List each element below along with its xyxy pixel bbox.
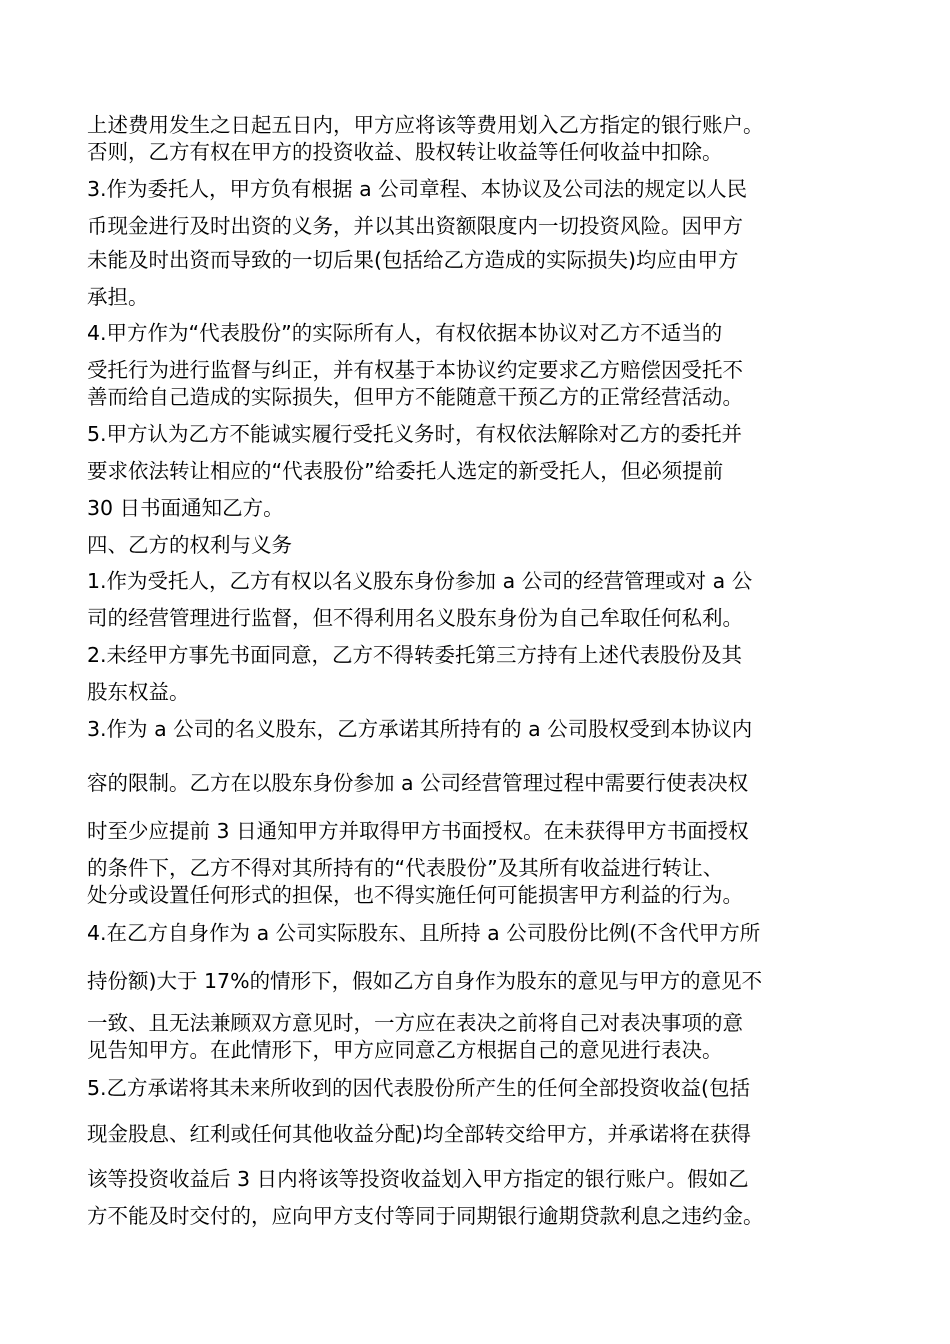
text-line: 3.作为委托人，甲方负有根据 a 公司章程、本协议及公司法的规定以人民 — [87, 177, 748, 201]
text-line: 承担。 — [87, 285, 149, 309]
text-line: 四、乙方的权利与义务 — [87, 533, 292, 557]
text-line: 4.在乙方自身作为 a 公司实际股东、且所持 a 公司股份比例(不含代甲方所 — [87, 921, 761, 945]
text-line: 5.甲方认为乙方不能诚实履行受托义务时，有权依法解除对乙方的委托并 — [87, 422, 743, 446]
text-line: 30 日书面通知乙方。 — [87, 496, 284, 520]
text-line: 股东权益。 — [87, 680, 190, 704]
text-line: 一致、且无法兼顾双方意见时，一方应在表决之前将自己对表决事项的意 — [87, 1011, 743, 1035]
text-line: 币现金进行及时出资的义务，并以其出资额限度内一切投资风险。因甲方 — [87, 214, 743, 238]
text-line: 该等投资收益后 3 日内将该等投资收益划入甲方指定的银行账户。假如乙 — [87, 1167, 749, 1191]
text-line: 上述费用发生之日起五日内，甲方应将该等费用划入乙方指定的银行账户。 — [87, 113, 764, 137]
text-line: 3.作为 a 公司的名义股东，乙方承诺其所持有的 a 公司股权受到本协议内 — [87, 717, 753, 741]
text-line: 现金股息、红利或任何其他收益分配)均全部转交给甲方，并承诺将在获得 — [87, 1122, 751, 1146]
text-line: 时至少应提前 3 日通知甲方并取得甲方书面授权。在未获得甲方书面授权 — [87, 819, 749, 843]
document-page — [87, 0, 869, 1344]
text-line: 未能及时出资而导致的一切后果(包括给乙方造成的实际损失)均应由甲方 — [87, 248, 739, 272]
text-line: 1.作为受托人，乙方有权以名义股东身份参加 a 公司的经营管理或对 a 公 — [87, 569, 753, 593]
text-line: 否则，乙方有权在甲方的投资收益、股权转让收益等任何收益中扣除。 — [87, 140, 723, 164]
text-line: 善而给自己造成的实际损失，但甲方不能随意干预乙方的正常经营活动。 — [87, 385, 743, 409]
text-line: 4.甲方作为“代表股份”的实际所有人，有权依据本协议对乙方不适当的 — [87, 321, 723, 345]
text-line: 持份额)大于 17%的情形下，假如乙方自身作为股东的意见与甲方的意见不 — [87, 969, 763, 993]
text-line: 5.乙方承诺将其未来所收到的因代表股份所产生的任何全部投资收益(包括 — [87, 1076, 751, 1100]
text-line: 处分或设置任何形式的担保，也不得实施任何可能损害甲方利益的行为。 — [87, 883, 743, 907]
text-line: 要求依法转让相应的“代表股份”给委托人选定的新受托人，但必须提前 — [87, 459, 724, 483]
text-line: 的条件下，乙方不得对其所持有的“代表股份”及其所有收益进行转让、 — [87, 856, 724, 880]
text-line: 受托行为进行监督与纠正，并有权基于本协议约定要求乙方赔偿因受托不 — [87, 358, 743, 382]
text-line: 司的经营管理进行监督，但不得利用名义股东身份为自己牟取任何私利。 — [87, 606, 743, 630]
text-line: 容的限制。乙方在以股东身份参加 a 公司经营管理过程中需要行使表决权 — [87, 771, 749, 795]
text-line: 方不能及时交付的，应向甲方支付等同于同期银行逾期贷款利息之违约金。 — [87, 1204, 764, 1228]
text-line: 见告知甲方。在此情形下，甲方应同意乙方根据自己的意见进行表决。 — [87, 1038, 723, 1062]
text-line: 2.未经甲方事先书面同意，乙方不得转委托第三方持有上述代表股份及其 — [87, 643, 743, 667]
